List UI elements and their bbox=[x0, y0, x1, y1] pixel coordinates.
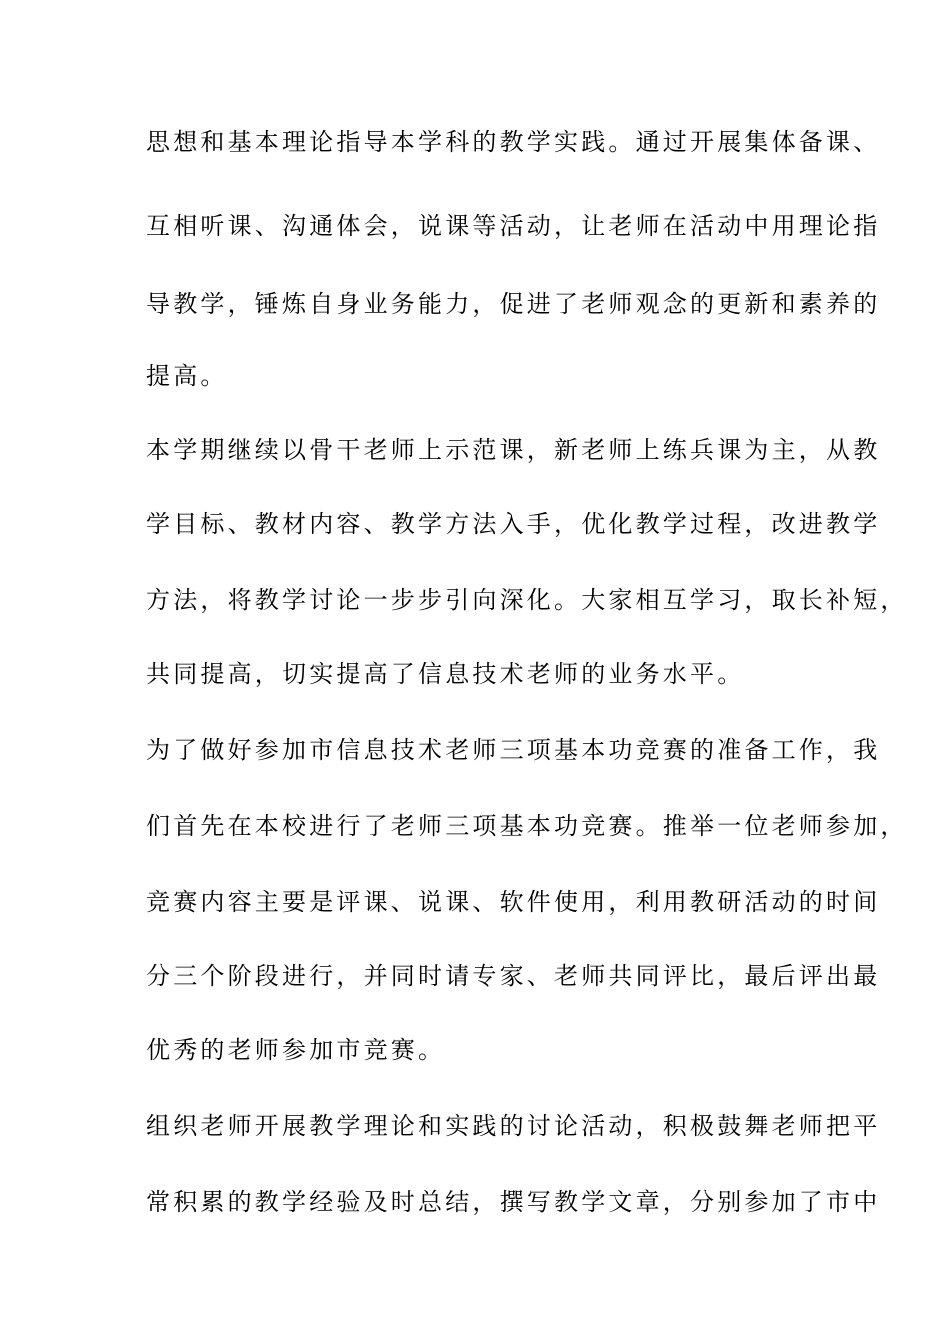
text-line: 们首先在本校进行了老师三项基本功竞赛。推举一位老师参加， bbox=[146, 812, 908, 840]
text-line: 共同提高，切实提高了信息技术老师的业务水平。 bbox=[146, 660, 745, 688]
text-line: 方法，将教学讨论一步步引向深化。大家相互学习，取长补短， bbox=[146, 586, 908, 614]
text-line: 提高。 bbox=[146, 362, 228, 390]
text-line: 分三个阶段进行，并同时请专家、老师共同评比，最后评出最 bbox=[146, 962, 881, 990]
text-line: 互相听课、沟通体会，说课等活动，让老师在活动中用理论指 bbox=[146, 212, 881, 240]
text-line: 学目标、教材内容、教学方法入手，优化教学过程，改进教学 bbox=[146, 510, 881, 538]
text-line: 组织老师开展教学理论和实践的讨论活动，积极鼓舞老师把平 bbox=[146, 1112, 881, 1140]
text-line: 优秀的老师参加市竞赛。 bbox=[146, 1036, 446, 1064]
text-line: 本学期继续以骨干老师上示范课，新老师上练兵课为主，从教 bbox=[146, 436, 881, 464]
text-line: 思想和基本理论指导本学科的教学实践。通过开展集体备课、 bbox=[146, 128, 881, 156]
text-line: 常积累的教学经验及时总结，撰写教学文章，分别参加了市中 bbox=[146, 1188, 881, 1216]
text-line: 竞赛内容主要是评课、说课、软件使用，利用教研活动的时间 bbox=[146, 888, 881, 916]
text-line: 导教学，锤炼自身业务能力，促进了老师观念的更新和素养的 bbox=[146, 290, 881, 318]
text-line: 为了做好参加市信息技术老师三项基本功竞赛的准备工作，我 bbox=[146, 736, 881, 764]
